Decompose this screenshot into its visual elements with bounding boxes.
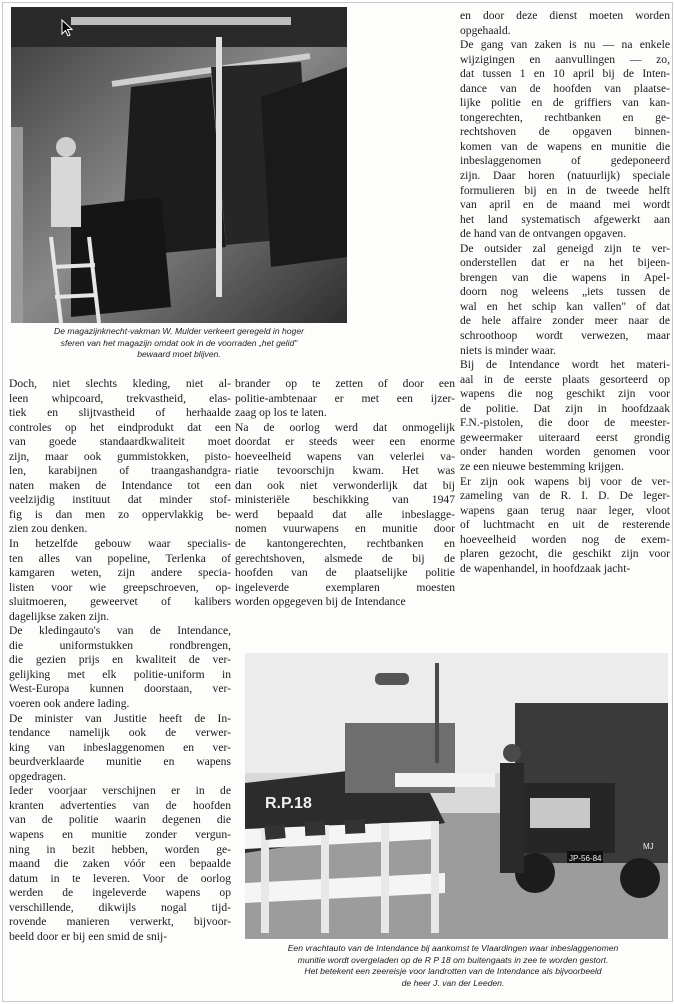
text-line: doordat er steeds weer een enorme <box>235 435 455 449</box>
text-line: Ieder voorjaar verschijnen er in de <box>9 784 231 798</box>
text-line: van goede standaardkwaliteit moet <box>9 435 231 449</box>
text-line: dat tussen 1 en 10 april bij de Inten- <box>460 67 670 81</box>
text-line: Er zijn ook wapens bij voor de ver- <box>460 474 670 488</box>
caption-line: bewaard moet blijven. <box>137 349 221 359</box>
caption-line: sferen van het magazijn omdat ook in de voorraden „het gelid" <box>60 337 298 348</box>
text-line: wapens die nog geschikt zijn voor <box>460 387 670 401</box>
text-line: lijke politie en de griffiers van kan- <box>460 96 670 110</box>
text-line: de hele affaire zonder meer naar de <box>460 314 670 328</box>
caption-bottom <box>233 943 673 989</box>
text-line: De gang van zaken is nu — na enkele <box>460 38 670 52</box>
text-line: beurdverklaarde munitie en wapens <box>9 755 231 769</box>
text-line: tongerechten, rechtbanken en ge- <box>460 110 670 124</box>
text-line: wapens en munitie zonder vergun- <box>9 827 231 841</box>
text-line: onderstellen dat er na het bijeen- <box>460 256 670 270</box>
text-line: maand die zaken vóór een bepaalde <box>9 857 231 871</box>
text-line: F.N.-pistolen, die door de meester- <box>460 416 670 430</box>
text-line: zaag op los te laten. <box>235 406 327 420</box>
text-line: schroothoop wordt verwezen, maar <box>460 329 670 343</box>
caption-line: Het betekent een zeereisje voor landrotten van de Intendance als bijvoorbeeld <box>304 966 602 976</box>
text-line: listen voor wie greepschroeven, op- <box>9 580 231 594</box>
text-line: In hetzelfde gebouw waar specialis- <box>9 537 231 551</box>
text-line: controles op het eindprodukt dat een <box>9 420 231 434</box>
text-line: verschillende, dikwijls nogal tijd- <box>9 900 231 914</box>
text-line: hoeveelheid worden nog de exem- <box>460 532 670 546</box>
license-plate: JP-56-84 <box>569 854 602 863</box>
text-line: zien zou denken. <box>9 522 88 536</box>
text-line: politie-ambtenaar er met een ijzer- <box>235 391 455 405</box>
text-line: opgehaald. <box>460 23 511 37</box>
text-line: hoeveelheid wapens van velerlei va- <box>235 449 455 463</box>
text-line: van april en de maand mei wordt <box>460 198 670 212</box>
text-line: wijzigingen en aanvullingen — zo, <box>460 52 670 66</box>
paragraph <box>460 9 670 38</box>
text-line: hoofden van de plaatselijke politie <box>235 566 455 580</box>
text-line: kranten advertenties van de hoofden <box>9 798 231 812</box>
text-line: geweermaker uiteraard eerst grondig <box>460 430 670 444</box>
text-line: fig is dan men zo oppervlakkig be- <box>9 507 231 521</box>
truck-harbor-photo <box>245 653 668 939</box>
text-line: gelijking met elk politie-uniform in <box>9 667 231 681</box>
paragraph <box>9 712 231 785</box>
text-line: ten alles van popeline, Terlenka of <box>9 551 231 565</box>
paragraph <box>9 624 231 711</box>
text-line: brengen van die wapens in Apel- <box>460 270 670 284</box>
text-line: die uniformstukken rondbrengen, <box>9 638 231 652</box>
boat-label: R.P.18 <box>265 795 312 812</box>
text-line: sluitmoeren, geweervet of kalibers <box>9 595 231 609</box>
magazine-page <box>2 2 673 1002</box>
text-line: de politie. Dat zijn in hoofdzaak <box>460 401 670 415</box>
paragraph <box>235 421 455 610</box>
text-line: werd bepaald dat alle inbeslagge- <box>235 507 455 521</box>
text-line: ingeleverde exemplaren moesten <box>235 580 455 594</box>
text-line: zijn. Daar horen (natuurlijk) speciale <box>460 169 670 183</box>
text-line: beeld door er bij een smid de snij- <box>9 929 168 943</box>
text-line: tiek en slijtvastheid of herhaalde <box>9 406 231 420</box>
text-line: dagelijkse zaken zijn. <box>9 609 110 623</box>
text-line: len, karabijnen of traangashandgra- <box>9 464 231 478</box>
warehouse-photo <box>11 7 347 323</box>
text-line: die gezien prijs en kwaliteit de ver- <box>9 653 231 667</box>
text-line: De kledingauto's van de Intendance, <box>9 624 231 638</box>
text-column-2 <box>235 377 455 610</box>
text-line: formulieren bij en in de tweede helft <box>460 183 670 197</box>
text-line: en door deze dienst moeten worden <box>460 9 670 22</box>
text-line: rechtshoven de opgaven binnen- <box>460 125 670 139</box>
paragraph <box>235 377 455 421</box>
truck-harbor-photo-icon <box>245 653 668 939</box>
text-line: datum in te leveren. Voor de oorlog <box>9 871 231 885</box>
text-line: king van inbeslaggenomen en ver- <box>9 740 231 754</box>
paragraph <box>460 242 670 358</box>
caption-line: Een vrachtauto van de Intendance bij aankomst te Vlaardingen waar inbeslaggenomen <box>287 943 619 953</box>
text-line: veelzijdig instituut dat minder stof- <box>9 493 231 507</box>
text-line: werden de ingeleverde wapens op <box>9 886 231 900</box>
paragraph <box>9 377 231 537</box>
text-column-1 <box>9 377 231 944</box>
text-line: rovende manieren verwerkt, bijvoor- <box>9 915 231 929</box>
text-line: komen van de wapens en munitie die <box>460 139 670 153</box>
paragraph <box>9 537 231 624</box>
text-line: Na de oorlog werd dat onmogelijk <box>235 420 455 434</box>
text-line: dan ook niet verwonderlijk dat bij <box>235 478 455 492</box>
truck-badge: MJ <box>643 842 654 851</box>
text-line: of luchtmacht en uit de resterende <box>460 518 670 532</box>
text-line: plaren gezocht, die geschikt zijn voor <box>460 547 670 561</box>
text-line: naten maken de Intendance tot een <box>9 478 231 492</box>
text-line: zameling van de R. I. D. De leger- <box>460 489 670 503</box>
mouse-cursor-icon <box>61 19 73 37</box>
text-line: Doch, niet slechts kleding, niet al- <box>9 377 231 390</box>
text-line: wapens gaan terug naar leger, vloot <box>460 503 670 517</box>
text-line: de kantongerechten, rechtbanken en <box>235 537 455 551</box>
caption-line: munitie wordt overgeladen op de R P 18 om buitengaats in zee te worden gestort. <box>297 954 609 965</box>
text-line: Bij de Intendance wordt het materi- <box>460 358 670 372</box>
text-line: nomen vuurwapens en munitie door <box>235 522 455 536</box>
text-line: brander op te zetten of door een <box>235 377 455 390</box>
paragraph <box>460 38 670 242</box>
text-line: doorn nog weleens „iets tussen de <box>460 285 670 299</box>
caption-line: de heer J. van der Leeden. <box>401 977 505 988</box>
text-line: inbeslaggenomen of gedeponeerd <box>460 154 670 168</box>
text-line: voeren ook andere lading. <box>9 697 130 711</box>
text-line: aal in de eerste plaats gesorteerd op <box>460 372 670 386</box>
text-line: wal en het schip kan vallen" of dat <box>460 299 670 313</box>
paragraph <box>9 784 231 944</box>
text-line: ze een nieuwe bestemming krijgen. <box>460 459 624 473</box>
text-line: gerechtshoven, alsmede de bij de <box>235 551 455 565</box>
text-line: kamgaren weten, zijn andere specia- <box>9 566 231 580</box>
text-line: West-Europa kunnen doorstaan, ver- <box>9 682 231 696</box>
caption-line: De magazijnknecht-vakman W. Mulder verkeert geregeld in hoger <box>54 326 304 336</box>
warehouse-photo-icon <box>11 7 347 323</box>
text-line: riatie tevoorschijn kwam. Het was <box>235 464 455 478</box>
text-line: van de politie waarin degenen die <box>9 813 231 827</box>
text-line: ministeriële beschikking van 1947 <box>235 493 455 507</box>
caption-top <box>9 326 349 361</box>
text-line: opgedragen. <box>9 769 66 783</box>
text-line: onder handen worden genomen voor <box>460 445 670 459</box>
text-line: dance van de hoofden van plaatse- <box>460 81 670 95</box>
paragraph <box>460 358 670 474</box>
text-line: de hand van de ontvangen opgaven. <box>460 227 627 241</box>
text-line: de wapenhandel, in hoofdzaak jacht- <box>460 561 631 575</box>
text-column-3 <box>460 9 670 576</box>
text-line: De outsider zal geneigd zijn te ver- <box>460 241 670 255</box>
text-line: het land systematisch afgewerkt aan <box>460 212 670 226</box>
text-line: niets is minder waar. <box>460 343 556 357</box>
text-line: tendance namelijk ook de verwer- <box>9 726 231 740</box>
text-line: zijn, maar ook gummistokken, pisto- <box>9 449 231 463</box>
paragraph <box>460 475 670 577</box>
text-line: worden opgegeven bij de Intendance <box>235 595 406 609</box>
text-line: De minister van Justitie heeft de In- <box>9 711 231 725</box>
text-line: leen whipcoard, trekvastheid, elas- <box>9 391 231 405</box>
text-line: ning in bezit hebben, worden ge- <box>9 842 231 856</box>
